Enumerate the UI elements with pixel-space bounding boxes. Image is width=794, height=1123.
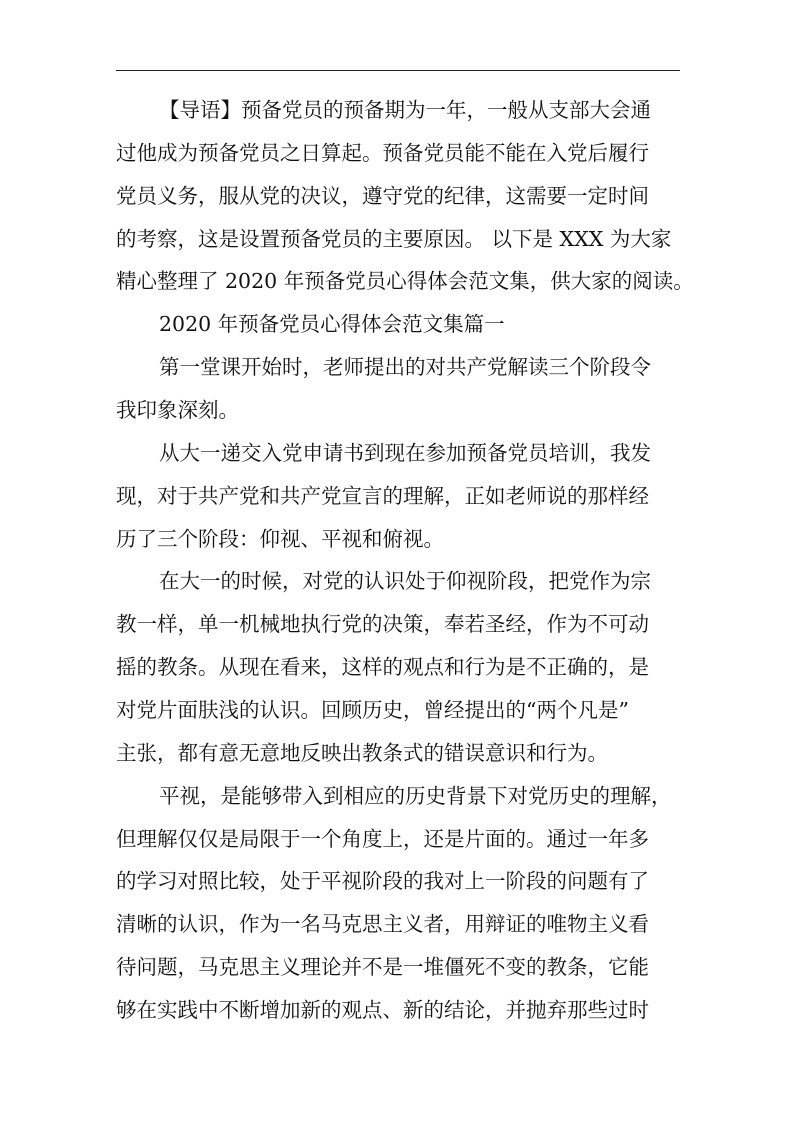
body-line: 第一堂课开始时，老师提出的对共产党解读三个阶段令 xyxy=(159,355,651,379)
body-line: 但理解仅仅是局限于一个角度上，还是片面的。通过一年多 xyxy=(116,827,649,851)
body-line: 主张，都有意无意地反映出教条式的错误意识和行为。 xyxy=(116,741,608,765)
body-line: 历了三个阶段：仰视、平视和俯视。 xyxy=(116,527,444,551)
body-line: 在大一的时候，对党的认识处于仰视阶段，把党作为宗 xyxy=(159,569,651,593)
section-heading: 2020 年预备党员心得体会范文集篇一 xyxy=(159,312,505,336)
body-line: 现，对于共产党和共产党宣言的理解，正如老师说的那样经 xyxy=(116,484,649,508)
body-line: 清晰的认识，作为一名马克思主义者，用辩证的唯物主义看 xyxy=(116,912,649,936)
body-line: 对党片面肤浅的认识。回顾历史，曾经提出的“两个凡是” xyxy=(116,698,629,722)
body-line: 待问题，马克思主义理论并不是一堆僵死不变的教条，它能 xyxy=(116,955,649,979)
intro-line: 过他成为预备党员之日算起。预备党员能不能在入党后履行 xyxy=(116,141,649,165)
intro-line: 党员义务，服从党的决议，遵守党的纪律，这需要一定时间 xyxy=(116,184,649,208)
body-line: 我印象深刻。 xyxy=(116,398,239,422)
body-line: 从大一递交入党申请书到现在参加预备党员培训，我发 xyxy=(159,441,651,465)
intro-line: 的考察，这是设置预备党员的主要原因。 以下是 XXX 为大家 xyxy=(116,227,672,251)
body-line: 教一样，单一机械地执行党的决策，奉若圣经，作为不可动 xyxy=(116,612,649,636)
intro-line: 【导语】预备党员的预备期为一年，一般从支部大会通 xyxy=(159,98,651,122)
body-line: 够在实践中不断增加新的观点、新的结论，并抛弃那些过时 xyxy=(116,998,649,1022)
body-line: 平视，是能够带入到相应的历史背景下对党历史的理解， xyxy=(159,784,672,808)
intro-line: 精心整理了 2020 年预备党员心得体会范文集，供大家的阅读。 xyxy=(116,269,694,293)
body-line: 的学习对照比较，处于平视阶段的我对上一阶段的问题有了 xyxy=(116,869,649,893)
body-line: 摇的教条。从现在看来，这样的观点和行为是不正确的，是 xyxy=(116,655,649,679)
header-rule xyxy=(116,70,680,71)
